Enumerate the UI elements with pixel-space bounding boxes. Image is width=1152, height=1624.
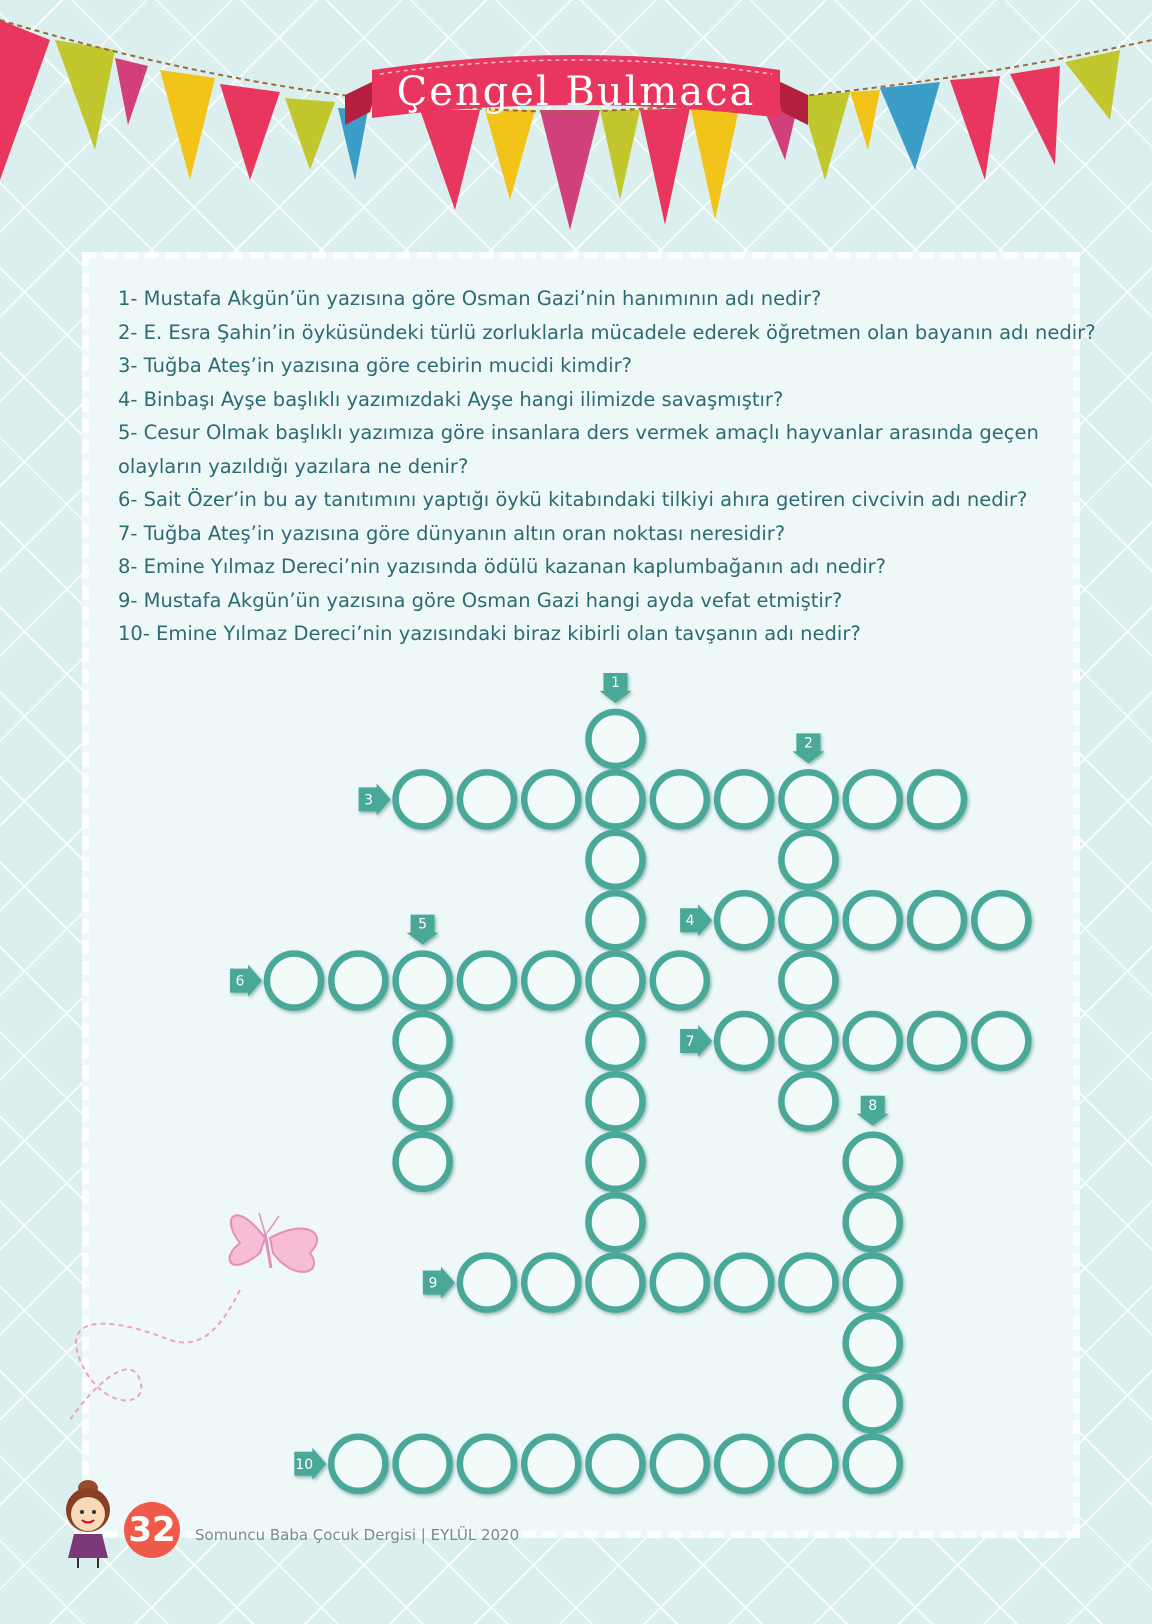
crossword-cell[interactable] [846, 1437, 900, 1491]
crossword-cell[interactable] [846, 1135, 900, 1189]
bunting-flag [220, 84, 280, 180]
crossword-cell[interactable] [589, 1437, 643, 1491]
crossword-cell[interactable] [781, 833, 835, 887]
question-list [118, 282, 1096, 651]
marker-number: 9 [428, 1275, 438, 1292]
marker-number: 2 [803, 735, 813, 752]
crossword-cell[interactable] [589, 712, 643, 766]
title-banner [345, 55, 808, 125]
bunting-flag [950, 76, 1000, 180]
crossword-cell[interactable] [460, 1256, 514, 1310]
question-10: 10- Emine Yılmaz Dereci’nin yazısındaki biraz kibirli olan tavşanın adı nedir? [118, 622, 861, 645]
crossword-cell[interactable] [524, 954, 578, 1008]
crossword-cell[interactable] [396, 1014, 450, 1068]
crossword-cell[interactable] [846, 1195, 900, 1249]
crossword-cell[interactable] [589, 1135, 643, 1189]
crossword-cell[interactable] [396, 954, 450, 1008]
crossword-cell[interactable] [396, 1135, 450, 1189]
marker-number: 1 [611, 675, 620, 691]
bunting-flag [55, 40, 115, 150]
crossword-cell[interactable] [974, 1014, 1028, 1068]
marker-number: 7 [685, 1034, 695, 1050]
crossword-cell[interactable] [781, 1074, 835, 1128]
crossword-cell[interactable] [396, 1074, 450, 1128]
crossword-cell[interactable] [331, 1437, 385, 1491]
crossword-cell[interactable] [653, 954, 707, 1008]
question-5-continued: olayların yazıldığı yazılara ne denir? [118, 454, 469, 478]
bunting-flag [420, 110, 480, 210]
crossword-cell[interactable] [781, 954, 835, 1008]
crossword-cell[interactable] [267, 954, 321, 1008]
crossword-cell[interactable] [846, 893, 900, 947]
bunting-flag [600, 110, 640, 200]
crossword-cell[interactable] [846, 1014, 900, 1068]
crossword-cell[interactable] [717, 1256, 771, 1310]
bunting-flag [1065, 50, 1120, 120]
bunting-flag [1010, 66, 1060, 165]
marker-number: 8 [868, 1097, 878, 1114]
crossword-cell[interactable] [846, 1316, 900, 1370]
marker-number: 3 [364, 792, 374, 809]
question-1: 1- Mustafa Akgün’ün yazısına göre Osman Gazi’nin hanımının adı nedir? [118, 287, 822, 310]
crossword-cell[interactable] [846, 1376, 900, 1430]
bunting-flag [485, 110, 535, 200]
girl-mascot-icon [52, 1478, 132, 1570]
crossword-cell[interactable] [781, 1437, 835, 1491]
crossword-cell[interactable] [846, 1256, 900, 1310]
crossword-cell[interactable] [589, 954, 643, 1008]
crossword-cell[interactable] [589, 833, 643, 887]
bunting-flag [850, 90, 880, 150]
crossword-cell[interactable] [396, 772, 450, 826]
crossword-cell[interactable] [653, 772, 707, 826]
marker-number: 5 [418, 916, 428, 933]
question-9: 9- Mustafa Akgün’ün yazısına göre Osman Gazi hangi ayda vefat etmiştir? [118, 588, 843, 612]
question-7: 7- Tuğba Ateş’in yazısına göre dünyanın altın oran noktası neresidir? [118, 521, 786, 545]
crossword-cell[interactable] [717, 1014, 771, 1068]
page-title: Çengel Bulmaca [396, 69, 756, 115]
crossword-cell[interactable] [910, 1014, 964, 1068]
crossword-cell[interactable] [653, 1256, 707, 1310]
question-4: 4- Binbaşı Ayşe başlıklı yazımızdaki Ayşe hangi ilimizde savaşmıştır? [118, 387, 784, 411]
crossword-cell[interactable] [396, 1437, 450, 1491]
crossword-cell[interactable] [524, 1256, 578, 1310]
crossword-cell[interactable] [717, 772, 771, 826]
crossword-cell[interactable] [781, 893, 835, 947]
question-6: 6- Sait Özer’in bu ay tanıtımını yaptığı öykü kitabındaki tilkiyi ahıra getiren civcivin adı nedir? [118, 488, 1028, 511]
bunting-decoration [0, 0, 1152, 240]
crossword-cell[interactable] [781, 1014, 835, 1068]
crossword-cell[interactable] [589, 772, 643, 826]
crossword-cell[interactable] [781, 1256, 835, 1310]
crossword-cell[interactable] [589, 1195, 643, 1249]
bunting-flag [160, 70, 215, 180]
bunting-flag [115, 58, 148, 125]
crossword-cell[interactable] [910, 893, 964, 947]
crossword-cell[interactable] [589, 1074, 643, 1128]
question-8: 8- Emine Yılmaz Dereci’nin yazısında ödülü kazanan kaplumbağanın adı nedir? [118, 555, 887, 578]
marker-number: 6 [235, 973, 245, 990]
crossword-cell[interactable] [781, 772, 835, 826]
crossword-cell[interactable] [331, 954, 385, 1008]
question-2: 2- E. Esra Şahin’in öyküsündeki türlü zorluklarla mücadele ederek öğretmen olan bayanın adı nedir? [118, 320, 1096, 344]
footer-text: Somuncu Baba Çocuk Dergisi | EYLÜL 2020 [195, 1526, 520, 1544]
crossword-cell[interactable] [589, 1256, 643, 1310]
crossword-cell[interactable] [910, 772, 964, 826]
marker-number: 10 [295, 1456, 314, 1473]
crossword-cell[interactable] [589, 1014, 643, 1068]
question-3: 3- Tuğba Ateş’in yazısına göre cebirin mucidi kimdir? [118, 354, 633, 377]
crossword-cell[interactable] [524, 1437, 578, 1491]
marker-number: 4 [685, 913, 695, 930]
crossword-cell[interactable] [653, 1437, 707, 1491]
crossword-cell[interactable] [460, 954, 514, 1008]
crossword-cell[interactable] [717, 893, 771, 947]
crossword-cell[interactable] [717, 1437, 771, 1491]
bunting-flag [0, 20, 50, 180]
crossword-cell[interactable] [524, 772, 578, 826]
crossword-cell[interactable] [589, 893, 643, 947]
question-5: 5- Cesur Olmak başlıklı yazımıza göre insanlara ders vermek amaçlı hayvanlar arasında geçen [118, 421, 1039, 444]
bunting-flag [540, 110, 600, 230]
crossword-cell[interactable] [460, 1437, 514, 1491]
bunting-flag [690, 104, 740, 220]
bunting-flag [640, 108, 690, 225]
page-number: 32 [124, 1502, 180, 1558]
bunting-flag [285, 98, 335, 170]
crossword-cell[interactable] [460, 772, 514, 826]
crossword-cell[interactable] [846, 772, 900, 826]
bunting-flag [880, 82, 940, 170]
crossword-cell[interactable] [974, 893, 1028, 947]
